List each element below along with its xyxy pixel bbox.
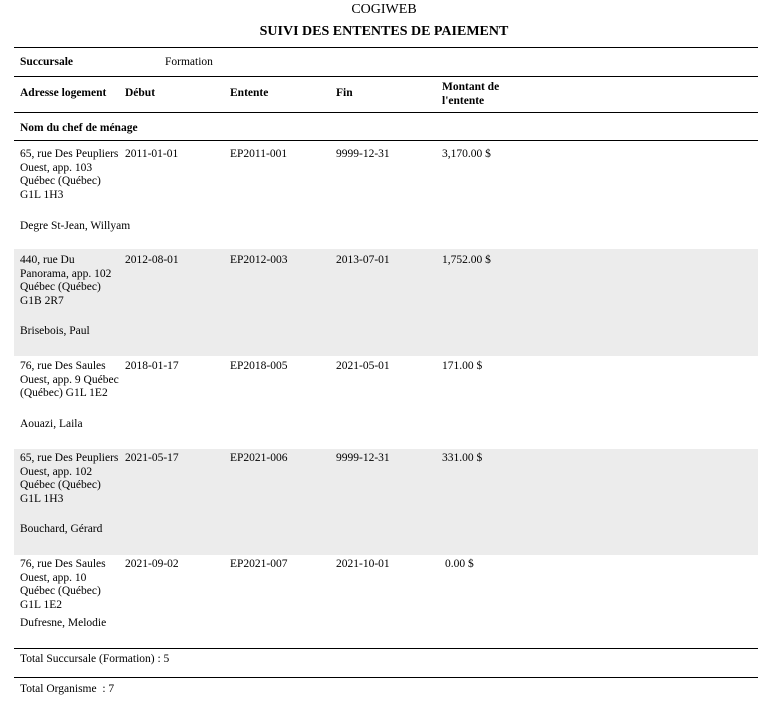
row-address: 76, rue Des Saules Ouest, app. 9 Québec (Québec) G1L 1E2 [20, 360, 119, 400]
row-end: 2013-07-01 [336, 254, 390, 266]
divider [14, 112, 758, 113]
branch-label: Succursale [20, 56, 74, 68]
row-end: 2021-05-01 [336, 360, 390, 372]
row-address: 440, rue Du Panorama, app. 102 Québec (Québec) G1B 2R7 [20, 254, 112, 308]
row-start: 2021-05-17 [125, 452, 179, 464]
col-header-address: Adresse logement [20, 87, 107, 99]
total-branch: Total Succursale (Formation) : 5 [20, 653, 170, 665]
row-address: 76, rue Des Saules Ouest, app. 10 Québec (Québec) G1L 1E2 [20, 558, 106, 612]
col-header-start: Début [125, 87, 156, 99]
row-start: 2012-08-01 [125, 254, 179, 266]
row-head-of-household: Degre St-Jean, Willyam [20, 220, 131, 232]
row-amount: 171.00 $ [442, 360, 483, 372]
table-row [14, 356, 758, 449]
row-agreement: EP2021-006 [230, 452, 288, 464]
row-head-of-household: Brisebois, Paul [20, 325, 90, 337]
col-header-agreement: Entente [230, 87, 269, 99]
row-amount: 0.00 $ [445, 558, 474, 570]
col-header-amount [442, 80, 499, 108]
row-head-of-household: Aouazi, Laila [20, 418, 83, 430]
col-header-head-of-household: Nom du chef de ménage [20, 122, 138, 134]
col-header-amount-line1: Montant de [442, 81, 500, 93]
col-header-amount-line2: l'entente [442, 95, 485, 107]
table-row [14, 555, 758, 648]
report-org: COGIWEB [351, 2, 417, 17]
divider [14, 47, 758, 48]
row-end: 9999-12-31 [336, 452, 390, 464]
row-amount: 1,752.00 $ [442, 254, 491, 266]
row-agreement: EP2018-005 [230, 360, 288, 372]
row-start: 2011-01-01 [125, 148, 179, 160]
divider [14, 648, 758, 649]
divider [14, 76, 758, 77]
row-head-of-household: Bouchard, Gérard [20, 523, 103, 535]
row-address: 65, rue Des Peupliers Ouest, app. 102 Québec (Québec) G1L 1H3 [20, 452, 119, 506]
row-end: 9999-12-31 [336, 148, 390, 160]
divider [14, 677, 758, 678]
table-row [14, 249, 758, 356]
total-organization: Total Organisme : 7 [20, 683, 115, 695]
row-head-of-household: Dufresne, Melodie [20, 617, 107, 629]
row-address: 65, rue Des Peupliers Ouest, app. 103 Québec (Québec) G1L 1H3 [20, 148, 119, 202]
row-amount: 3,170.00 $ [442, 148, 491, 160]
row-agreement: EP2021-007 [230, 558, 288, 570]
table-row [14, 449, 758, 555]
report-title: SUIVI DES ENTENTES DE PAIEMENT [259, 24, 509, 39]
row-end: 2021-10-01 [336, 558, 390, 570]
row-start: 2018-01-17 [125, 360, 179, 372]
row-agreement: EP2012-003 [230, 254, 288, 266]
row-start: 2021-09-02 [125, 558, 179, 570]
row-agreement: EP2011-001 [230, 148, 288, 160]
table-row [14, 141, 758, 249]
col-header-end: Fin [336, 87, 353, 99]
branch-value: Formation [165, 56, 213, 68]
row-amount: 331.00 $ [442, 452, 483, 464]
